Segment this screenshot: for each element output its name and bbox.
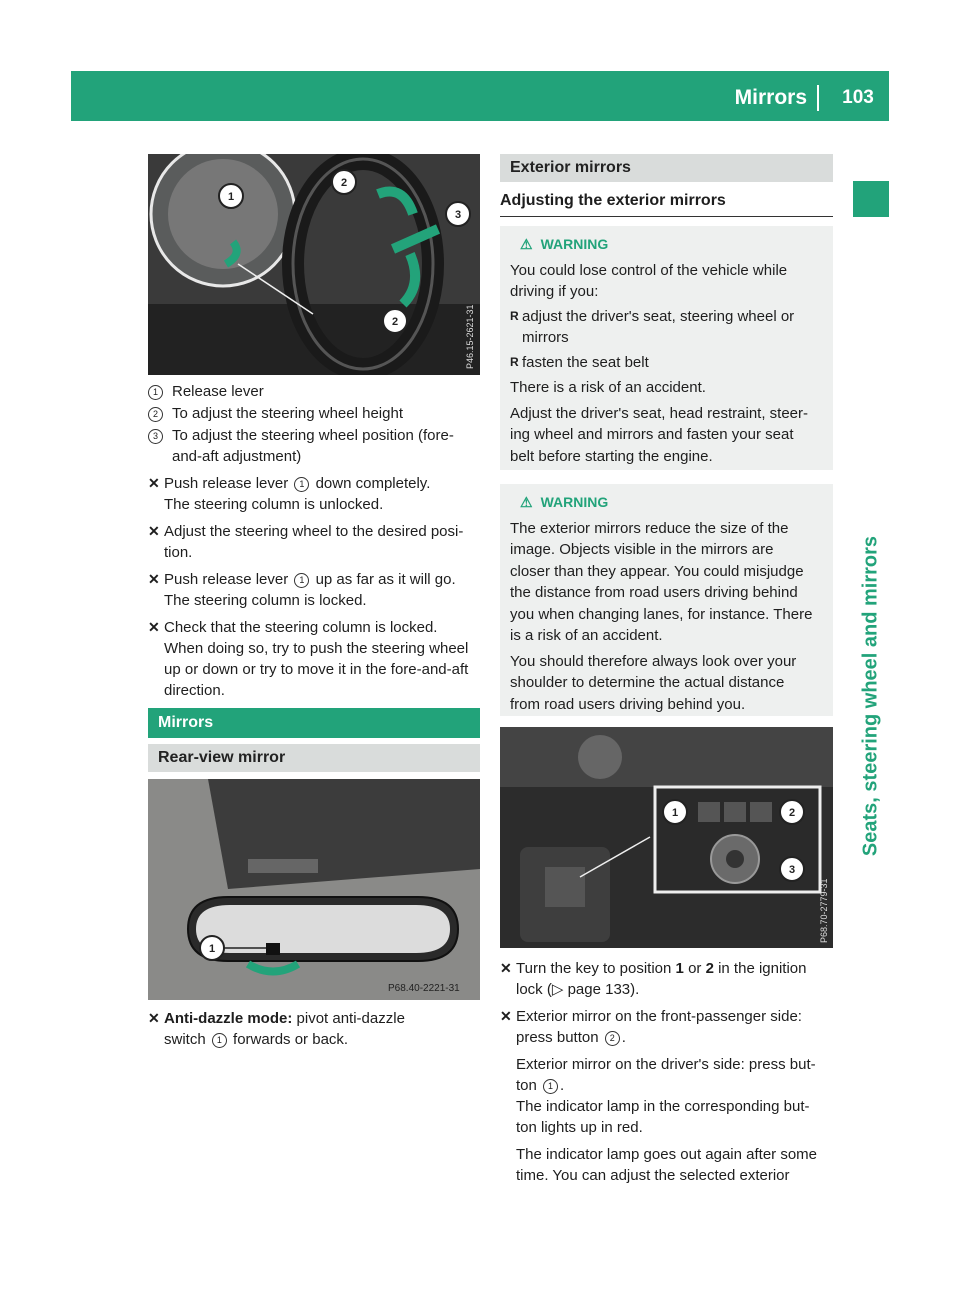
instruction-step: ✕ Adjust the steering wheel to the desired posi- tion.: [148, 523, 464, 561]
callout-2-bottom: 2: [391, 316, 399, 328]
callout-3: 3: [788, 864, 796, 876]
figure-code-2: P68.40-2221-31: [388, 983, 460, 994]
callout-1: 1: [227, 191, 235, 203]
steering-wheel-photo: [148, 154, 480, 375]
warning-icon: ⚠: [520, 494, 533, 510]
legend-item: 1 Release lever: [148, 381, 483, 402]
warning-icon: ⚠: [520, 236, 533, 252]
page-number: 103: [842, 87, 874, 108]
subhead-adjusting: Adjusting the exterior mirrors: [500, 192, 833, 217]
left-column: [148, 381, 483, 701]
section-rear-view-mirror: Rear-view mirror: [148, 744, 480, 772]
warning-box: ⚠ WARNING You could lose control of the vehicle while driving if you: R adjust the driver's seat, steering wheel or mirrors R fasten the seat belt There is a risk of an accident. Adjust the driver's seat, head restraint, steer- ing wheel and mirrors and fasten your seat belt before starting the engine.: [500, 226, 833, 470]
instruction-step: ✕ Push release lever 1 down completely. The steering column is unlocked.: [148, 475, 431, 513]
anti-dazzle-step: ✕ Anti-dazzle mode: pivot anti-dazzle switch 1 forwards or back.: [148, 1010, 405, 1048]
legend-item: 3 To adjust the steering wheel position (fore- and-aft adjustment): [148, 425, 483, 467]
header-title: Mirrors: [735, 85, 819, 111]
rear-view-mirror-photo: [148, 779, 480, 1000]
figure-code-3: P68.70-2779-31: [819, 878, 829, 943]
side-tab: [853, 181, 889, 217]
callout-1: 1: [671, 807, 679, 819]
section-exterior-mirrors: Exterior mirrors: [500, 154, 833, 182]
figure-code-1: P46.15-2621-31: [465, 304, 475, 369]
callout-2-top: 2: [340, 177, 348, 189]
callout-1: 1: [208, 943, 216, 955]
callout-3: 3: [454, 209, 462, 221]
door-controls-photo: [500, 727, 833, 948]
warning-box: ⚠ WARNING The exterior mirrors reduce the size of the image. Objects visible in the mirrors are closer than they appear. You could misjudge the distance from road users driving behind you when changing lanes, for instance. There is a risk of an accident. You should therefore always look over your shoulder to determine the actual distance from road users driving behind you.: [500, 484, 833, 716]
instruction-step: ✕ Check that the steering column is locked. When doing so, try to push the steering wheel up or down or try to move it in the fore-and-aft direction.: [148, 619, 469, 699]
section-mirrors: Mirrors: [148, 708, 480, 738]
right-steps: ✕ Turn the key to position 1 or 2 in the ignition lock (▷ page 133). ✕ Exterior mirror on the front-passenger side: press button 2 . Exterior mirror on the driver's side: press but- ton 1 . The indicator lamp in the corresponding but- ton lights up in red. The indicator lamp goes out again after some time. You can adjust the selected exterior: [500, 960, 818, 1184]
header-bar: [71, 71, 889, 121]
instruction-step: ✕ Push release lever 1 up as far as it will go. The steering column is locked.: [148, 571, 456, 609]
legend-item: 2 To adjust the steering wheel height: [148, 403, 483, 424]
callout-2: 2: [788, 807, 796, 819]
